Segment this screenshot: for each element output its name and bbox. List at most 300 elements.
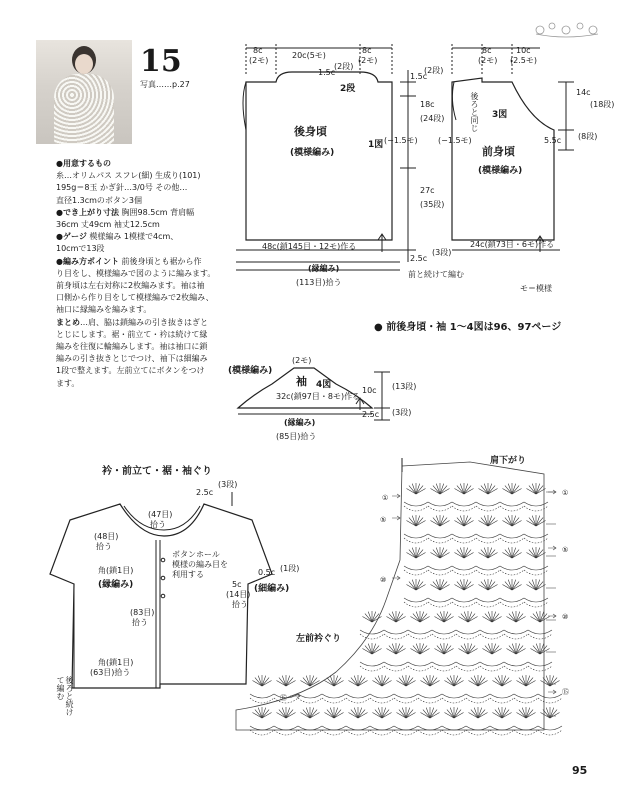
chain-arc — [456, 630, 480, 634]
back-shoulder-rows: (2段) — [334, 62, 354, 71]
chain-arc — [490, 694, 514, 698]
stitch-mark — [488, 582, 495, 590]
stitch-mark — [447, 710, 454, 718]
chain-arc — [360, 630, 384, 634]
stitch-mark — [533, 614, 540, 622]
stitch-mark — [409, 550, 416, 558]
chain-arc — [504, 630, 528, 634]
chain-arc — [418, 726, 442, 730]
points-line: 口側から作り目をして模様編みで2枚編み、 — [56, 293, 214, 303]
stitch-mark — [457, 518, 464, 526]
chain-arc — [360, 634, 384, 639]
stitch-mark — [372, 646, 379, 654]
points-line: 前身頃は左右対称に2枚編みます。袖は袖 — [56, 281, 205, 291]
row-arrow — [548, 614, 556, 618]
chain-arc — [452, 502, 476, 506]
chain-arc — [452, 538, 476, 543]
stitch-mark — [488, 518, 495, 526]
finish-title: まとめ — [56, 317, 80, 327]
chain-arc — [538, 694, 562, 698]
reference-note: ● 前後身頃・袖 1〜4図は96、97ページ — [374, 322, 562, 333]
chain-arc — [500, 598, 524, 602]
chain-arc — [404, 602, 428, 607]
stitch-mark — [481, 582, 488, 590]
neckline-label: 左前衿ぐり — [296, 634, 342, 644]
chain-arc — [490, 698, 514, 703]
points-line: 袖口に縁編みを編みます。 — [56, 305, 152, 315]
stitch-mark — [262, 678, 269, 686]
finish-line: ます。 — [56, 378, 80, 388]
stitch-mark — [512, 582, 519, 590]
chain-arc — [456, 666, 480, 671]
stitch-mark — [365, 614, 372, 622]
back-height-dim: 27c — [420, 186, 435, 195]
chart-outline — [236, 462, 544, 730]
chain-arc — [322, 698, 346, 703]
chain-arc — [514, 726, 538, 730]
chain-arc — [404, 506, 428, 511]
chain-arc — [476, 566, 500, 570]
chain-arc — [384, 630, 408, 634]
points-title: ●編み方ポイント — [56, 256, 119, 266]
sleeve-cast-on: 32c(鎖97目・8モ)作る — [276, 392, 361, 401]
chart-row-number: ⑤ — [380, 516, 387, 524]
chain-arc — [500, 566, 524, 570]
stitch-mark — [526, 710, 533, 718]
chain-arc — [274, 730, 298, 735]
chart-row-number: ① — [562, 489, 569, 497]
stitch-mark — [509, 614, 516, 622]
chain-arc — [428, 566, 452, 570]
materials-line: 糸…オリムパス スフレ(細) 生成り(101) — [56, 171, 201, 181]
chain-arc — [274, 726, 298, 730]
stitch-mark — [440, 550, 447, 558]
row-arrow — [392, 494, 400, 498]
stitch-mark — [406, 710, 413, 718]
stitch-mark — [334, 678, 341, 686]
sleeve-top-dim: (2モ) — [292, 356, 312, 365]
chain-arc — [298, 730, 322, 735]
page-number: 95 — [572, 764, 588, 777]
stitch-mark — [550, 678, 557, 686]
shoulder-slope-label: 肩下がり — [490, 456, 527, 466]
stitch-mark — [529, 486, 536, 494]
chain-arc — [500, 538, 524, 543]
chain-arc — [418, 730, 442, 735]
sleeve-height-dim: 10c — [362, 386, 377, 395]
chain-arc — [476, 534, 500, 538]
chain-arc — [504, 666, 528, 671]
stitch-mark — [464, 550, 471, 558]
stitch-mark — [444, 614, 451, 622]
back-height-rows: (3段) — [432, 248, 452, 257]
stitch-mark — [433, 582, 440, 590]
chain-arc — [456, 634, 480, 639]
stitch-mark — [382, 710, 389, 718]
stitch-mark — [396, 646, 403, 654]
stitch-mark — [509, 646, 516, 654]
chain-arc — [432, 662, 456, 666]
right-edge-dim: 5c — [232, 580, 242, 589]
stitch-mark — [358, 710, 365, 718]
stitch-mark — [413, 614, 420, 622]
finishing-edge-label: (縁編み) — [98, 580, 134, 590]
stitch-mark — [416, 518, 423, 526]
back-shoulder-dim: 1.5c — [318, 68, 336, 77]
chain-arc — [360, 666, 384, 671]
stitch-mark — [536, 486, 543, 494]
chain-arc — [408, 630, 432, 634]
chain-arc — [528, 634, 552, 639]
chain-arc — [538, 730, 562, 735]
sleeve-edge-label: (縁編み) — [284, 418, 316, 427]
stitch-mark — [437, 614, 444, 622]
right-edge-dim: 0.5c — [258, 568, 276, 577]
stitch-mark — [409, 582, 416, 590]
stitch-mark — [447, 678, 454, 686]
chain-arc — [490, 726, 514, 730]
stitch-mark — [529, 582, 536, 590]
stitch-mark — [481, 518, 488, 526]
back-height-dim: 18c — [420, 100, 435, 109]
chain-arc — [466, 694, 490, 698]
stitch-mark — [389, 646, 396, 654]
chain-arc — [370, 730, 394, 735]
stitch-mark — [481, 550, 488, 558]
stitch-mark — [502, 678, 509, 686]
stitch-mark — [536, 550, 543, 558]
neck-pickup: (47目) — [148, 510, 173, 519]
stitch-mark — [454, 678, 461, 686]
finish-line: とじにします。裾・前立て・衿は続けて縁 — [56, 329, 208, 339]
chain-arc — [322, 730, 346, 735]
chain-arc — [476, 506, 500, 511]
stitch-mark — [372, 614, 379, 622]
back-fig-1: 1図 — [368, 140, 384, 150]
chain-arc — [346, 698, 370, 703]
stitch-mark — [516, 646, 523, 654]
chain-arc — [250, 694, 274, 698]
chain-arc — [442, 698, 466, 703]
armhole-pickup: (48目) — [94, 532, 119, 541]
chain-arc — [456, 662, 480, 666]
chain-arc — [452, 570, 476, 575]
stitch-mark — [529, 550, 536, 558]
chart-row-number: ⑤ — [562, 546, 569, 554]
right-edge-rows: (1段) — [280, 564, 300, 573]
stitch-mark — [437, 646, 444, 654]
stitch-mark — [375, 710, 382, 718]
stitch-mark — [516, 614, 523, 622]
buttonhole-note: 模様の編み目を — [172, 560, 228, 569]
chain-arc — [418, 698, 442, 703]
back-dim-left: 8c — [253, 46, 263, 55]
front-continue-note: 前と続けて編む — [408, 270, 464, 279]
stitch-mark — [478, 678, 485, 686]
chain-arc — [452, 598, 476, 602]
right-edge-count: (14目) — [226, 590, 251, 599]
front-dim-left-sub: (2モ) — [478, 56, 498, 65]
chain-arc — [298, 698, 322, 703]
materials-line: 直径1.3cmのボタン3個 — [56, 195, 143, 205]
back-pickup: (113目)拾う — [296, 278, 342, 287]
stitch-mark — [488, 486, 495, 494]
back-dim-center: 20c(5モ) — [292, 51, 326, 60]
front-body-title: 前身頃 — [482, 145, 515, 158]
stitch-mark — [550, 710, 557, 718]
stitch-mark — [303, 710, 310, 718]
stitch-mark — [505, 518, 512, 526]
stitch-mark — [399, 710, 406, 718]
front-same-as-back: 後ろと同じ — [470, 92, 479, 132]
sleeve-height-rows: (3段) — [392, 408, 412, 417]
chart-row-number: ⑩ — [562, 613, 569, 621]
chain-arc — [528, 662, 552, 666]
stitch-mark — [471, 678, 478, 686]
chain-arc — [370, 698, 394, 703]
stitch-mark — [440, 486, 447, 494]
front-pattern-label: (模様編み) — [478, 166, 523, 176]
stitch-mark — [409, 486, 416, 494]
stitch-mark — [409, 518, 416, 526]
stitch-mark — [536, 582, 543, 590]
chain-arc — [408, 634, 432, 639]
chain-arc — [428, 506, 452, 511]
stitch-mark — [505, 486, 512, 494]
chain-arc — [452, 566, 476, 570]
chain-arc — [480, 666, 504, 671]
stitch-mark — [420, 646, 427, 654]
gauge-title: ●ゲージ — [56, 232, 87, 242]
chain-arc — [404, 534, 428, 538]
stitch-mark — [416, 550, 423, 558]
collar-rows: (3段) — [218, 480, 238, 489]
gauge-line: 模様編み 1模様で4cm、 — [89, 232, 179, 242]
chain-arc — [404, 566, 428, 570]
chain-arc — [250, 698, 274, 703]
buttonhole-note: ボタンホール — [172, 550, 220, 559]
chain-arc — [452, 534, 476, 538]
stitch-mark — [485, 646, 492, 654]
row-arrow — [548, 690, 556, 694]
stitch-mark — [481, 486, 488, 494]
chain-arc — [480, 634, 504, 639]
collar-dim: 2.5c — [196, 488, 214, 497]
stitch-mark — [351, 678, 358, 686]
chain-arc — [466, 726, 490, 730]
back-row-mark: 2段 — [340, 84, 356, 94]
chain-arc — [384, 666, 408, 671]
stitch-mark — [416, 486, 423, 494]
corner-top: 角(鎖1目) — [98, 566, 134, 575]
chain-arc — [428, 538, 452, 543]
sleeve-height-rows: (13段) — [392, 382, 417, 391]
back-neg-dim: (−1.5モ) — [384, 136, 418, 145]
stitch-mark — [464, 486, 471, 494]
chain-arc — [500, 534, 524, 538]
chain-arc — [370, 726, 394, 730]
stitch-mark — [468, 614, 475, 622]
stitch-mark — [279, 710, 286, 718]
stitch-mark — [444, 646, 451, 654]
front-dim-right: 10c — [516, 46, 531, 55]
stitch-mark — [492, 614, 499, 622]
stitch-mark — [416, 582, 423, 590]
row-arrow — [548, 546, 556, 550]
front-cast-on: 24c(鎖73目・6モ)作る — [470, 240, 555, 249]
chain-arc — [476, 598, 500, 602]
chain-arc — [538, 698, 562, 703]
finish-line: 編みを往復に輪編みします。袖は袖口に鎖 — [56, 342, 208, 352]
back-height-rows: (24段) — [420, 114, 445, 123]
chain-arc — [394, 694, 418, 698]
chain-arc — [298, 726, 322, 730]
stitch-mark — [303, 678, 310, 686]
finish-line: …肩、脇は鎖編みの引き抜きはぎと — [80, 317, 208, 327]
materials-line: 195g＝8玉 かぎ針…3/0号 その他… — [56, 183, 188, 193]
stitch-mark — [495, 710, 502, 718]
stitch-mark — [375, 678, 382, 686]
stitch-mark — [471, 710, 478, 718]
back-body-title: 後身頃 — [294, 125, 327, 138]
chain-arc — [428, 534, 452, 538]
chain-arc — [514, 730, 538, 735]
stitch-mark — [406, 678, 413, 686]
chain-arc — [504, 634, 528, 639]
stitch-mark — [433, 486, 440, 494]
gauge-line: 10cmで13段 — [56, 244, 105, 254]
stitch-mark — [488, 550, 495, 558]
back-height-rows: (2段) — [424, 66, 444, 75]
chain-arc — [476, 602, 500, 607]
stitch-mark — [433, 518, 440, 526]
chain-arc — [480, 630, 504, 634]
front-dim-right-sub: (2.5モ) — [510, 56, 537, 65]
stitch-mark — [529, 518, 536, 526]
stitch-mark — [327, 710, 334, 718]
corner-bottom: 角(鎖1目) — [98, 658, 134, 667]
front-height-dim: 14c — [576, 88, 591, 97]
stitch-mark — [492, 646, 499, 654]
buttonhole-note: 利用する — [172, 570, 204, 579]
chain-arc — [442, 730, 466, 735]
chain-arc — [404, 570, 428, 575]
stitch-mark — [526, 678, 533, 686]
chain-arc — [370, 694, 394, 698]
chain-arc — [322, 726, 346, 730]
photo-reference: 写真……p.27 — [140, 80, 190, 89]
right-edge-pickup: 拾う — [232, 600, 248, 609]
front-pickup-sub: 拾う — [132, 618, 148, 627]
stitch-mark — [540, 614, 547, 622]
chain-arc — [384, 662, 408, 666]
neck-pickup-sub: 拾う — [150, 520, 166, 529]
row-arrow — [392, 516, 400, 520]
stitch-mark — [255, 678, 262, 686]
chain-arc — [408, 666, 432, 671]
stitch-mark — [512, 486, 519, 494]
stitch-mark — [519, 678, 526, 686]
size-line: 胸囲98.5cm 背肩幅 — [121, 207, 195, 217]
chain-arc — [322, 694, 346, 698]
sleeve-title: 袖 — [296, 375, 307, 388]
stitch-mark — [358, 678, 365, 686]
stitch-mark — [454, 710, 461, 718]
front-fig-3: 3図 — [492, 110, 508, 120]
stitch-mark — [512, 518, 519, 526]
front-dim-left: 8c — [482, 46, 492, 55]
stitch-mark — [468, 646, 475, 654]
chain-arc — [408, 662, 432, 666]
stitch-mark — [351, 710, 358, 718]
stitch-mark — [334, 710, 341, 718]
chain-arc — [432, 630, 456, 634]
chain-arc — [404, 598, 428, 602]
stitch-mark — [457, 550, 464, 558]
chart-row-number: ⑮ — [562, 688, 569, 696]
chain-arc — [528, 630, 552, 634]
stitch-mark — [440, 518, 447, 526]
chain-arc — [476, 570, 500, 575]
pattern-legend: モ＝模様 — [520, 284, 552, 293]
stitch-mark — [433, 550, 440, 558]
right-edge-label: (細編み) — [254, 584, 290, 594]
pattern-number: 15 — [140, 44, 182, 79]
stitch-mark — [423, 678, 430, 686]
chain-arc — [500, 506, 524, 511]
stitch-mark — [430, 710, 437, 718]
chain-arc — [500, 602, 524, 607]
stitch-mark — [413, 646, 420, 654]
front-neg-dim: (−1.5モ) — [438, 136, 472, 145]
back-cast-on: 48c(鎖145目・12モ)作る — [262, 242, 357, 251]
stitch-mark — [327, 678, 334, 686]
chain-arc — [360, 662, 384, 666]
stitch-mark — [286, 678, 293, 686]
back-dim-right-sub: (2モ) — [358, 56, 378, 65]
chain-arc — [514, 694, 538, 698]
stitch-mark — [519, 710, 526, 718]
chain-arc — [452, 602, 476, 607]
chain-arc — [466, 730, 490, 735]
points-line: り目をし、模様編みで図のように編みます。 — [56, 268, 216, 278]
stitch-mark — [533, 646, 540, 654]
stitch-mark — [505, 550, 512, 558]
stitch-mark — [399, 678, 406, 686]
stitch-mark — [423, 710, 430, 718]
chain-arc — [466, 698, 490, 703]
size-line: 36cm 丈49cm 袖丈12.5cm — [56, 220, 160, 230]
chain-arc — [394, 726, 418, 730]
stitch-mark — [540, 646, 547, 654]
chain-arc — [442, 726, 466, 730]
finishing-title: 衿・前立て・裾・袖ぐり — [102, 466, 212, 477]
sleeve-pattern-label: (模様編み) — [228, 366, 273, 376]
back-height-dim: 1.5c — [410, 72, 428, 81]
chain-arc — [418, 694, 442, 698]
finish-line: 編みの引き抜きとじでつけ、袖下は細編み — [56, 354, 208, 364]
chain-arc — [250, 730, 274, 735]
chain-arc — [428, 502, 452, 506]
stitch-mark — [478, 710, 485, 718]
chain-arc — [428, 602, 452, 607]
materials-title: ●用意するもの — [56, 159, 111, 168]
stitch-mark — [396, 614, 403, 622]
back-pattern-label: (模様編み) — [290, 148, 335, 158]
points-line: 前後身頃とも裾から作 — [121, 256, 202, 266]
row-arrow — [548, 490, 556, 494]
chain-arc — [346, 694, 370, 698]
